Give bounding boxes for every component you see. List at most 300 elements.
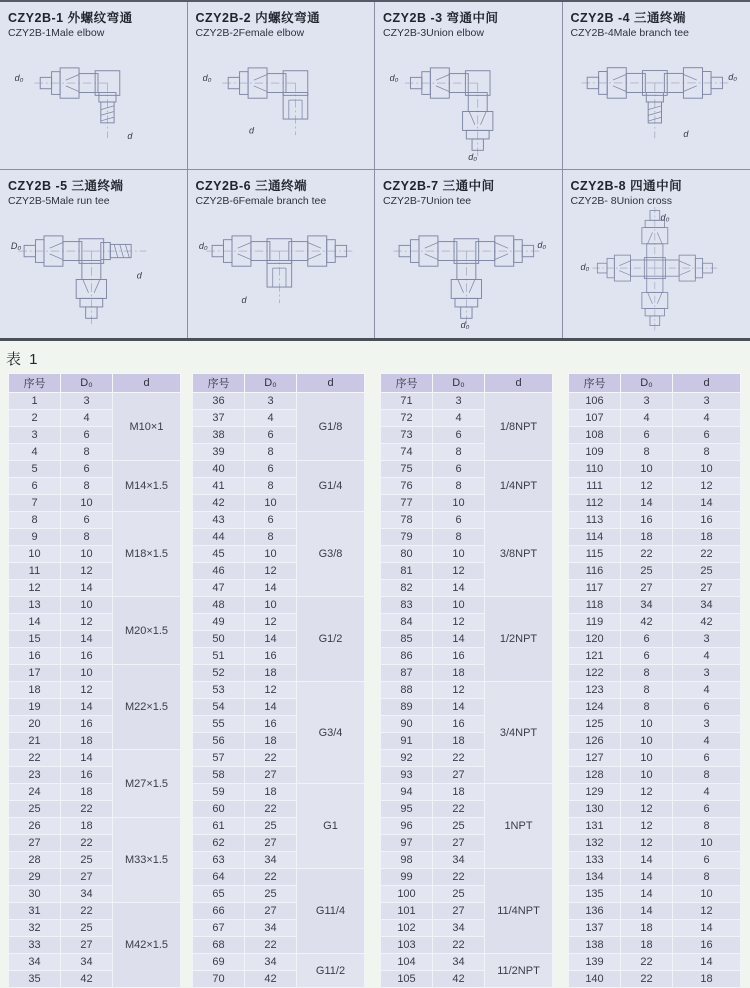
serial-no-cell: 55 — [193, 716, 245, 733]
thread-size-cell: M22×1.5 — [113, 665, 181, 750]
table-row — [9, 903, 181, 920]
tube-od-cell: 25 — [433, 886, 485, 903]
tube-od-cell: 10 — [621, 716, 673, 733]
serial-no-cell: 139 — [569, 954, 621, 971]
diagram-cell-5 — [0, 170, 188, 338]
tube-od-cell: 12 — [433, 614, 485, 631]
diagram-title-en: CZY2B-7Union tee — [383, 195, 554, 207]
table-row — [381, 512, 553, 529]
serial-no-cell: 96 — [381, 818, 433, 835]
tube-od-cell: 25 — [621, 563, 673, 580]
serial-no-cell: 51 — [193, 648, 245, 665]
thread-size-cell: 3/8NPT — [485, 512, 553, 597]
thread-size-cell: M14×1.5 — [113, 461, 181, 512]
diagram-cell-2 — [188, 2, 376, 170]
serial-no-cell: 81 — [381, 563, 433, 580]
thread-size-cell: 8 — [673, 444, 741, 461]
tube-od-cell: 14 — [621, 869, 673, 886]
tube-od-cell: 14 — [433, 580, 485, 597]
serial-no-cell: 7 — [9, 495, 61, 512]
serial-no-cell: 17 — [9, 665, 61, 682]
serial-no-cell: 80 — [381, 546, 433, 563]
serial-no-cell: 72 — [381, 410, 433, 427]
tube-od-cell: 14 — [433, 699, 485, 716]
thread-size-cell: 22 — [673, 546, 741, 563]
tube-od-cell: 8 — [621, 699, 673, 716]
diagram-title-cn: CZY2B -3 弯通中间 — [383, 8, 554, 26]
serial-no-cell: 133 — [569, 852, 621, 869]
serial-no-cell: 19 — [9, 699, 61, 716]
svg-text:d₀: d₀ — [537, 240, 546, 250]
serial-no-cell: 6 — [9, 478, 61, 495]
table-row — [569, 427, 741, 444]
diagram-title-cn: CZY2B-2 内螺纹弯通 — [196, 8, 367, 26]
table-row — [193, 597, 365, 614]
thread-size-cell: 8 — [673, 818, 741, 835]
serial-no-cell: 3 — [9, 427, 61, 444]
tube-od-cell: 8 — [621, 444, 673, 461]
table-row — [9, 818, 181, 835]
table-row — [193, 954, 365, 971]
serial-no-cell: 40 — [193, 461, 245, 478]
col-header: D₀ — [245, 374, 297, 393]
serial-no-cell: 62 — [193, 835, 245, 852]
serial-no-cell: 61 — [193, 818, 245, 835]
serial-no-cell: 69 — [193, 954, 245, 971]
tube-od-cell: 27 — [433, 903, 485, 920]
tube-od-cell: 12 — [245, 614, 297, 631]
table-row — [569, 478, 741, 495]
table-row — [569, 631, 741, 648]
serial-no-cell: 35 — [9, 971, 61, 988]
thread-size-cell: 16 — [673, 512, 741, 529]
serial-no-cell: 4 — [9, 444, 61, 461]
serial-no-cell: 112 — [569, 495, 621, 512]
tube-od-cell: 14 — [621, 495, 673, 512]
serial-no-cell: 54 — [193, 699, 245, 716]
tube-od-cell: 8 — [61, 444, 113, 461]
tube-od-cell: 12 — [61, 563, 113, 580]
serial-no-cell: 25 — [9, 801, 61, 818]
serial-no-cell: 36 — [193, 393, 245, 410]
tube-od-cell: 6 — [61, 461, 113, 478]
thread-size-cell: 6 — [673, 750, 741, 767]
thread-size-cell: 6 — [673, 427, 741, 444]
serial-no-cell: 129 — [569, 784, 621, 801]
tube-od-cell: 3 — [61, 393, 113, 410]
tube-od-cell: 34 — [245, 852, 297, 869]
serial-no-cell: 58 — [193, 767, 245, 784]
serial-no-cell: 32 — [9, 920, 61, 937]
tube-od-cell: 22 — [433, 937, 485, 954]
serial-no-cell: 49 — [193, 614, 245, 631]
serial-no-cell: 67 — [193, 920, 245, 937]
svg-text:d₀: d₀ — [468, 152, 477, 162]
tube-od-cell: 14 — [621, 852, 673, 869]
tube-od-cell: 18 — [433, 733, 485, 750]
svg-text:d₀: d₀ — [390, 73, 399, 83]
thread-size-cell: G1/8 — [297, 393, 365, 461]
serial-no-cell: 24 — [9, 784, 61, 801]
tube-od-cell: 27 — [245, 835, 297, 852]
serial-no-cell: 22 — [9, 750, 61, 767]
tube-od-cell: 6 — [433, 461, 485, 478]
table-row — [569, 444, 741, 461]
serial-no-cell: 107 — [569, 410, 621, 427]
serial-no-cell: 98 — [381, 852, 433, 869]
tube-od-cell: 42 — [245, 971, 297, 988]
svg-text:d₀: d₀ — [15, 73, 24, 83]
thread-size-cell: 1NPT — [485, 784, 553, 869]
tube-od-cell: 12 — [621, 801, 673, 818]
svg-text:d: d — [137, 271, 143, 281]
table-row — [569, 597, 741, 614]
col-header: d — [485, 374, 553, 393]
tube-od-cell: 25 — [245, 886, 297, 903]
serial-no-cell: 70 — [193, 971, 245, 988]
serial-no-cell: 41 — [193, 478, 245, 495]
thread-size-cell: M42×1.5 — [113, 903, 181, 988]
svg-text:d: d — [683, 129, 689, 139]
serial-no-cell: 140 — [569, 971, 621, 988]
serial-no-cell: 128 — [569, 767, 621, 784]
col-header: 序号 — [193, 374, 245, 393]
tube-od-cell: 22 — [245, 801, 297, 818]
serial-no-cell: 92 — [381, 750, 433, 767]
tube-od-cell: 22 — [245, 750, 297, 767]
diagram-title-en: CZY2B-2Female elbow — [196, 27, 367, 39]
thread-size-cell: G1/4 — [297, 461, 365, 512]
diagram-title-cn: CZY2B-8 四通中间 — [571, 176, 743, 194]
serial-no-cell: 120 — [569, 631, 621, 648]
tube-od-cell: 10 — [245, 546, 297, 563]
serial-no-cell: 28 — [9, 852, 61, 869]
serial-no-cell: 64 — [193, 869, 245, 886]
thread-size-cell: G11/4 — [297, 869, 365, 954]
tube-od-cell: 18 — [433, 784, 485, 801]
thread-size-cell: 27 — [673, 580, 741, 597]
tube-od-cell: 6 — [245, 427, 297, 444]
tube-od-cell: 6 — [621, 427, 673, 444]
serial-no-cell: 29 — [9, 869, 61, 886]
tube-od-cell: 16 — [61, 648, 113, 665]
serial-no-cell: 14 — [9, 614, 61, 631]
serial-no-cell: 73 — [381, 427, 433, 444]
thread-size-cell: G11/2 — [297, 954, 365, 988]
tube-od-cell: 18 — [433, 665, 485, 682]
serial-no-cell: 102 — [381, 920, 433, 937]
tube-od-cell: 6 — [621, 631, 673, 648]
table-row — [569, 886, 741, 903]
male-elbow-icon — [8, 39, 179, 165]
col-header: 序号 — [381, 374, 433, 393]
serial-no-cell: 48 — [193, 597, 245, 614]
union-tee-icon — [383, 207, 554, 333]
tube-od-cell: 10 — [433, 546, 485, 563]
diagram-title-en: CZY2B-3Union elbow — [383, 27, 554, 39]
serial-no-cell: 37 — [193, 410, 245, 427]
tube-od-cell: 6 — [245, 461, 297, 478]
serial-no-cell: 43 — [193, 512, 245, 529]
serial-no-cell: 84 — [381, 614, 433, 631]
table-row — [569, 716, 741, 733]
serial-no-cell: 103 — [381, 937, 433, 954]
male-run-tee-icon — [8, 207, 179, 333]
thread-size-cell: M20×1.5 — [113, 597, 181, 665]
tube-od-cell: 10 — [433, 495, 485, 512]
serial-no-cell: 122 — [569, 665, 621, 682]
tube-od-cell: 22 — [433, 869, 485, 886]
serial-no-cell: 56 — [193, 733, 245, 750]
serial-no-cell: 16 — [9, 648, 61, 665]
table-row — [569, 529, 741, 546]
table-label: 表 1 — [6, 348, 40, 369]
tube-od-cell: 8 — [433, 444, 485, 461]
tube-od-cell: 8 — [61, 478, 113, 495]
svg-text:d₀: d₀ — [660, 212, 669, 222]
tube-od-cell: 14 — [433, 631, 485, 648]
tube-od-cell: 10 — [621, 767, 673, 784]
col-header: 序号 — [9, 374, 61, 393]
serial-no-cell: 114 — [569, 529, 621, 546]
tube-od-cell: 25 — [61, 920, 113, 937]
col-header: 序号 — [569, 374, 621, 393]
diagram-title-en: CZY2B-1Male elbow — [8, 27, 179, 39]
serial-no-cell: 21 — [9, 733, 61, 750]
tube-od-cell: 22 — [245, 869, 297, 886]
col-header: D₀ — [433, 374, 485, 393]
serial-no-cell: 8 — [9, 512, 61, 529]
svg-text:d: d — [127, 131, 133, 141]
diagram-grid — [0, 0, 750, 341]
serial-no-cell: 23 — [9, 767, 61, 784]
serial-no-cell: 101 — [381, 903, 433, 920]
table-row — [9, 461, 181, 478]
serial-no-cell: 137 — [569, 920, 621, 937]
diagram-cell-4 — [563, 2, 750, 170]
tube-od-cell: 18 — [61, 733, 113, 750]
serial-no-cell: 105 — [381, 971, 433, 988]
tube-od-cell: 6 — [621, 648, 673, 665]
tube-od-cell: 25 — [433, 818, 485, 835]
tube-od-cell: 10 — [621, 733, 673, 750]
serial-no-cell: 78 — [381, 512, 433, 529]
serial-no-cell: 26 — [9, 818, 61, 835]
serial-no-cell: 10 — [9, 546, 61, 563]
tube-od-cell: 42 — [621, 614, 673, 631]
tube-od-cell: 10 — [245, 597, 297, 614]
serial-no-cell: 86 — [381, 648, 433, 665]
diagram-cell-6 — [188, 170, 376, 338]
thread-size-cell: 12 — [673, 478, 741, 495]
serial-no-cell: 113 — [569, 512, 621, 529]
spec-table-wrap-4 — [568, 373, 741, 988]
serial-no-cell: 11 — [9, 563, 61, 580]
table-row — [193, 461, 365, 478]
tube-od-cell: 12 — [621, 784, 673, 801]
serial-no-cell: 68 — [193, 937, 245, 954]
serial-no-cell: 46 — [193, 563, 245, 580]
tube-od-cell: 18 — [621, 529, 673, 546]
serial-no-cell: 136 — [569, 903, 621, 920]
tube-od-cell: 14 — [245, 580, 297, 597]
serial-no-cell: 31 — [9, 903, 61, 920]
spec-table-1 — [8, 373, 181, 988]
table-row — [193, 682, 365, 699]
serial-no-cell: 131 — [569, 818, 621, 835]
table-row — [569, 410, 741, 427]
serial-no-cell: 60 — [193, 801, 245, 818]
serial-no-cell: 2 — [9, 410, 61, 427]
tube-od-cell: 18 — [61, 784, 113, 801]
thread-size-cell: 10 — [673, 835, 741, 852]
tube-od-cell: 34 — [433, 920, 485, 937]
serial-no-cell: 124 — [569, 699, 621, 716]
tube-od-cell: 22 — [621, 546, 673, 563]
tube-od-cell: 4 — [433, 410, 485, 427]
diagram-cell-7 — [375, 170, 563, 338]
table-row — [569, 563, 741, 580]
tube-od-cell: 27 — [621, 580, 673, 597]
thread-size-cell: 6 — [673, 801, 741, 818]
table-row — [381, 682, 553, 699]
serial-no-cell: 44 — [193, 529, 245, 546]
diagram-title-cn: CZY2B -4 三通终端 — [571, 8, 743, 26]
tube-od-cell: 12 — [621, 818, 673, 835]
thread-size-cell: M18×1.5 — [113, 512, 181, 597]
tube-od-cell: 16 — [245, 716, 297, 733]
tube-od-cell: 3 — [621, 393, 673, 410]
table-row — [569, 461, 741, 478]
tube-od-cell: 27 — [433, 767, 485, 784]
svg-text:d: d — [249, 125, 255, 135]
serial-no-cell: 27 — [9, 835, 61, 852]
thread-size-cell: 8 — [673, 767, 741, 784]
svg-text:d₀: d₀ — [728, 72, 737, 82]
tube-od-cell: 14 — [245, 631, 297, 648]
table-row — [381, 784, 553, 801]
tube-od-cell: 22 — [61, 801, 113, 818]
serial-no-cell: 76 — [381, 478, 433, 495]
serial-no-cell: 5 — [9, 461, 61, 478]
thread-size-cell: G3/4 — [297, 682, 365, 784]
thread-size-cell: 14 — [673, 920, 741, 937]
table-row — [569, 784, 741, 801]
tube-od-cell: 18 — [621, 920, 673, 937]
tube-od-cell: 14 — [61, 580, 113, 597]
thread-size-cell: 12 — [673, 903, 741, 920]
tube-od-cell: 10 — [61, 495, 113, 512]
serial-no-cell: 130 — [569, 801, 621, 818]
thread-size-cell: 18 — [673, 971, 741, 988]
thread-size-cell: G3/8 — [297, 512, 365, 597]
tube-od-cell: 16 — [245, 648, 297, 665]
diagram-cell-3 — [375, 2, 563, 170]
table-row — [569, 767, 741, 784]
tube-od-cell: 10 — [433, 597, 485, 614]
table-row — [569, 580, 741, 597]
tube-od-cell: 34 — [245, 954, 297, 971]
thread-size-cell: 1/2NPT — [485, 597, 553, 682]
serial-no-cell: 66 — [193, 903, 245, 920]
serial-no-cell: 53 — [193, 682, 245, 699]
table-row — [569, 835, 741, 852]
thread-size-cell: 3 — [673, 716, 741, 733]
thread-size-cell: 16 — [673, 937, 741, 954]
tube-od-cell: 6 — [245, 512, 297, 529]
tube-od-cell: 12 — [621, 835, 673, 852]
tube-od-cell: 22 — [433, 801, 485, 818]
tube-od-cell: 14 — [245, 699, 297, 716]
serial-no-cell: 45 — [193, 546, 245, 563]
thread-size-cell: 4 — [673, 784, 741, 801]
tube-od-cell: 27 — [61, 937, 113, 954]
table-row — [569, 614, 741, 631]
thread-size-cell: G1/2 — [297, 597, 365, 682]
table-row — [569, 512, 741, 529]
table-row — [569, 733, 741, 750]
thread-size-cell: 34 — [673, 597, 741, 614]
tube-od-cell: 10 — [61, 665, 113, 682]
serial-no-cell: 109 — [569, 444, 621, 461]
thread-size-cell: 4 — [673, 682, 741, 699]
tube-od-cell: 16 — [433, 648, 485, 665]
tube-od-cell: 8 — [433, 478, 485, 495]
thread-size-cell: 14 — [673, 954, 741, 971]
thread-size-cell: 4 — [673, 733, 741, 750]
tube-od-cell: 14 — [61, 750, 113, 767]
thread-size-cell: 4 — [673, 648, 741, 665]
table-row — [9, 393, 181, 410]
serial-no-cell: 71 — [381, 393, 433, 410]
serial-no-cell: 121 — [569, 648, 621, 665]
thread-size-cell: 10 — [673, 886, 741, 903]
tube-od-cell: 16 — [61, 716, 113, 733]
svg-text:d: d — [241, 295, 247, 305]
table-row — [193, 393, 365, 410]
table-row — [9, 597, 181, 614]
table-row — [381, 597, 553, 614]
union-elbow-icon — [383, 39, 554, 165]
tube-od-cell: 6 — [433, 512, 485, 529]
serial-no-cell: 20 — [9, 716, 61, 733]
tube-od-cell: 18 — [621, 937, 673, 954]
diagram-title-en: CZY2B-5Male run tee — [8, 195, 179, 207]
thread-size-cell: 11/4NPT — [485, 869, 553, 954]
table-row — [569, 903, 741, 920]
tube-od-cell: 34 — [245, 920, 297, 937]
tube-od-cell: 27 — [433, 835, 485, 852]
tube-od-cell: 12 — [621, 478, 673, 495]
tube-od-cell: 18 — [245, 784, 297, 801]
tube-od-cell: 34 — [61, 954, 113, 971]
serial-no-cell: 88 — [381, 682, 433, 699]
spec-table-wrap-2 — [192, 373, 365, 988]
tube-od-cell: 10 — [61, 597, 113, 614]
col-header: d — [297, 374, 365, 393]
spec-table-2 — [192, 373, 365, 988]
spec-table-wrap-1 — [8, 373, 181, 988]
union-cross-icon — [571, 207, 743, 333]
serial-no-cell: 123 — [569, 682, 621, 699]
female-elbow-icon — [196, 39, 367, 165]
table-row — [9, 512, 181, 529]
serial-no-cell: 75 — [381, 461, 433, 478]
serial-no-cell: 125 — [569, 716, 621, 733]
tube-od-cell: 34 — [433, 954, 485, 971]
table-row — [569, 648, 741, 665]
table-row — [381, 393, 553, 410]
